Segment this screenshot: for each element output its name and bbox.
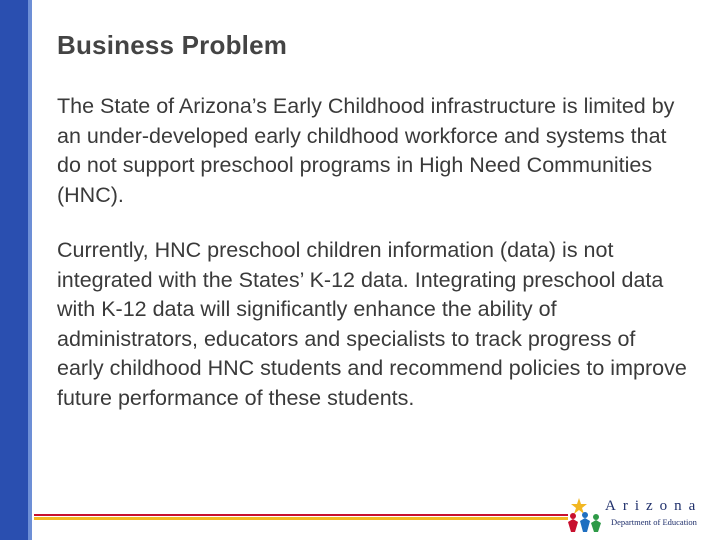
slide-left-accent-stripe xyxy=(28,0,32,540)
footer-rule-red xyxy=(34,514,568,516)
slide-left-accent-bar xyxy=(0,0,28,540)
logo-wordmark: Arizona xyxy=(605,498,703,514)
footer-rule-yellow xyxy=(34,517,568,520)
slide-body xyxy=(57,92,687,439)
slide-paragraph-1: The State of Arizona’s Early Childhood infrastructure is limited by an under-developed early childhood workforce and systems that do not support preschool programs in High Need Communities (HNC). xyxy=(57,94,675,207)
slide-title: Business Problem xyxy=(57,30,288,60)
logo-subtitle: Department of Education xyxy=(611,517,697,527)
slide-paragraph-2: Currently, HNC preschool children information (data) is not integrated with the States’ K-12 data. Integrating preschool data with K-12 data will significantly enhance the ability of administrators, educators and specialists to track progress of early childhood HNC students and recommend policies to improve future performance of these students. xyxy=(57,238,687,410)
star-figures-icon xyxy=(565,496,609,534)
arizona-education-logo xyxy=(565,496,715,534)
